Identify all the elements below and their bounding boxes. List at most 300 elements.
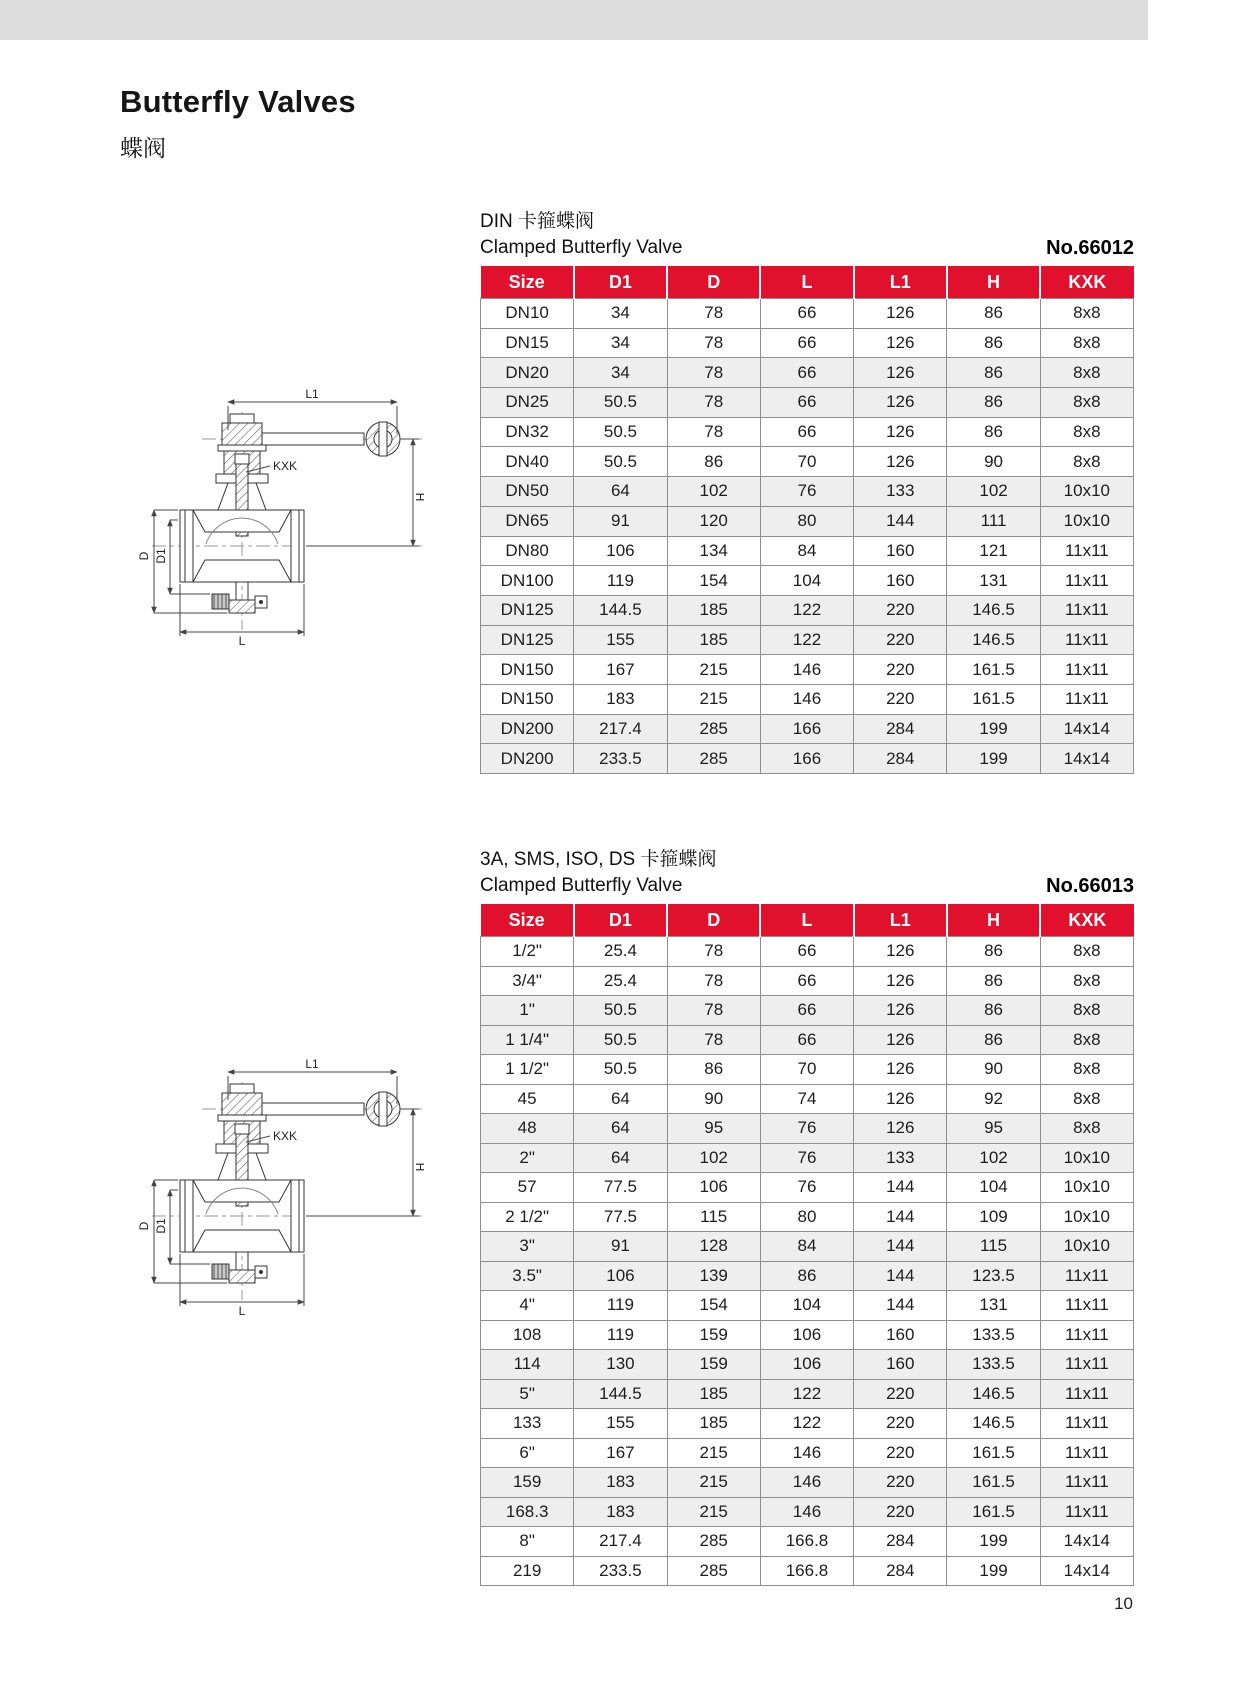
value-cell: 220 [854, 625, 947, 655]
table-row [481, 625, 1134, 655]
value-cell: 146.5 [947, 625, 1040, 655]
value-cell: 86 [947, 358, 1040, 388]
value-cell: 25.4 [574, 966, 667, 996]
value-cell: 10x10 [1040, 506, 1133, 536]
value-cell: 76 [760, 1143, 853, 1173]
value-cell: 126 [854, 1025, 947, 1055]
size-cell: DN200 [481, 714, 574, 744]
value-cell: 183 [574, 1497, 667, 1527]
section-title-en: Clamped Butterfly Valve [480, 237, 683, 258]
value-cell: 50.5 [574, 1055, 667, 1085]
value-cell: 183 [574, 1468, 667, 1498]
value-cell: 160 [854, 536, 947, 566]
table-row [481, 714, 1134, 744]
value-cell: 161.5 [947, 1438, 1040, 1468]
value-cell: 66 [760, 1025, 853, 1055]
table-row [481, 1055, 1134, 1085]
valve-technical-drawing-2 [132, 1056, 424, 1318]
value-cell: 77.5 [574, 1173, 667, 1203]
value-cell: 11x11 [1040, 1468, 1133, 1498]
value-cell: 126 [854, 417, 947, 447]
value-cell: 139 [667, 1261, 760, 1291]
value-cell: 220 [854, 595, 947, 625]
value-cell: 8x8 [1040, 417, 1133, 447]
value-cell: 284 [854, 1556, 947, 1586]
table-row [481, 966, 1134, 996]
value-cell: 10x10 [1040, 1143, 1133, 1173]
value-cell: 126 [854, 937, 947, 967]
value-cell: 199 [947, 744, 1040, 774]
value-cell: 11x11 [1040, 1379, 1133, 1409]
value-cell: 109 [947, 1202, 1040, 1232]
table-row [481, 477, 1134, 507]
value-cell: 11x11 [1040, 536, 1133, 566]
value-cell: 76 [760, 1173, 853, 1203]
value-cell: 215 [667, 1497, 760, 1527]
value-cell: 90 [947, 1055, 1040, 1085]
value-cell: 8x8 [1040, 299, 1133, 329]
size-cell: DN65 [481, 506, 574, 536]
value-cell: 78 [667, 358, 760, 388]
table-row [481, 684, 1134, 714]
value-cell: 86 [947, 996, 1040, 1026]
value-cell: 146 [760, 655, 853, 685]
value-cell: 166 [760, 744, 853, 774]
value-cell: 122 [760, 595, 853, 625]
size-cell: 48 [481, 1114, 574, 1144]
value-cell: 8x8 [1040, 1084, 1133, 1114]
value-cell: 86 [760, 1261, 853, 1291]
value-cell: 102 [667, 477, 760, 507]
value-cell: 104 [947, 1173, 1040, 1203]
value-cell: 11x11 [1040, 684, 1133, 714]
value-cell: 11x11 [1040, 566, 1133, 596]
value-cell: 106 [574, 536, 667, 566]
table-row [481, 1143, 1134, 1173]
value-cell: 160 [854, 1320, 947, 1350]
size-cell: DN10 [481, 299, 574, 329]
table-row [481, 996, 1134, 1026]
value-cell: 115 [667, 1202, 760, 1232]
table-header-row [481, 904, 1134, 937]
value-cell: 8x8 [1040, 328, 1133, 358]
value-cell: 167 [574, 655, 667, 685]
table-row [481, 1468, 1134, 1498]
value-cell: 119 [574, 1320, 667, 1350]
value-cell: 78 [667, 417, 760, 447]
value-cell: 146 [760, 684, 853, 714]
size-cell: DN32 [481, 417, 574, 447]
value-cell: 133 [854, 477, 947, 507]
value-cell: 185 [667, 595, 760, 625]
value-cell: 185 [667, 625, 760, 655]
value-cell: 10x10 [1040, 1232, 1133, 1262]
value-cell: 74 [760, 1084, 853, 1114]
section-3a-sms-iso-ds [480, 848, 1134, 1586]
table-row [481, 566, 1134, 596]
value-cell: 86 [947, 328, 1040, 358]
value-cell: 161.5 [947, 684, 1040, 714]
value-cell: 161.5 [947, 655, 1040, 685]
column-header: D [667, 266, 760, 299]
value-cell: 133.5 [947, 1350, 1040, 1380]
value-cell: 167 [574, 1438, 667, 1468]
value-cell: 11x11 [1040, 1320, 1133, 1350]
value-cell: 10x10 [1040, 1173, 1133, 1203]
value-cell: 90 [947, 447, 1040, 477]
table-row [481, 1173, 1134, 1203]
size-cell: DN200 [481, 744, 574, 774]
value-cell: 161.5 [947, 1468, 1040, 1498]
size-cell: 219 [481, 1556, 574, 1586]
value-cell: 66 [760, 966, 853, 996]
value-cell: 161.5 [947, 1497, 1040, 1527]
value-cell: 144 [854, 506, 947, 536]
value-cell: 120 [667, 506, 760, 536]
value-cell: 220 [854, 1497, 947, 1527]
value-cell: 126 [854, 388, 947, 418]
value-cell: 64 [574, 1143, 667, 1173]
value-cell: 91 [574, 506, 667, 536]
value-cell: 77.5 [574, 1202, 667, 1232]
section-title-en: Clamped Butterfly Valve [480, 875, 683, 896]
column-header: D1 [574, 904, 667, 937]
value-cell: 160 [854, 566, 947, 596]
value-cell: 134 [667, 536, 760, 566]
value-cell: 220 [854, 1379, 947, 1409]
value-cell: 11x11 [1040, 1409, 1133, 1439]
size-cell: 3" [481, 1232, 574, 1262]
value-cell: 50.5 [574, 417, 667, 447]
value-cell: 86 [667, 1055, 760, 1085]
size-cell: DN125 [481, 625, 574, 655]
value-cell: 11x11 [1040, 1350, 1133, 1380]
value-cell: 90 [667, 1084, 760, 1114]
value-cell: 11x11 [1040, 1497, 1133, 1527]
value-cell: 8x8 [1040, 937, 1133, 967]
value-cell: 220 [854, 1438, 947, 1468]
value-cell: 14x14 [1040, 744, 1133, 774]
value-cell: 8x8 [1040, 388, 1133, 418]
value-cell: 146 [760, 1468, 853, 1498]
model-number: No.66012 [1046, 237, 1134, 259]
size-cell: 1 1/2" [481, 1055, 574, 1085]
value-cell: 126 [854, 358, 947, 388]
value-cell: 284 [854, 744, 947, 774]
value-cell: 131 [947, 566, 1040, 596]
value-cell: 115 [947, 1232, 1040, 1262]
value-cell: 126 [854, 1055, 947, 1085]
size-cell: 108 [481, 1320, 574, 1350]
value-cell: 14x14 [1040, 1556, 1133, 1586]
value-cell: 66 [760, 299, 853, 329]
value-cell: 95 [667, 1114, 760, 1144]
value-cell: 50.5 [574, 1025, 667, 1055]
value-cell: 144 [854, 1202, 947, 1232]
value-cell: 102 [947, 477, 1040, 507]
value-cell: 11x11 [1040, 625, 1133, 655]
value-cell: 233.5 [574, 744, 667, 774]
value-cell: 25.4 [574, 937, 667, 967]
value-cell: 128 [667, 1232, 760, 1262]
value-cell: 126 [854, 1114, 947, 1144]
section-title-cn: 3A, SMS, ISO, DS 卡箍蝶阀 [480, 849, 717, 870]
table-row [481, 417, 1134, 447]
size-cell: DN40 [481, 447, 574, 477]
value-cell: 215 [667, 1438, 760, 1468]
value-cell: 285 [667, 744, 760, 774]
value-cell: 86 [947, 417, 1040, 447]
table-row [481, 655, 1134, 685]
section-din [480, 210, 1134, 774]
value-cell: 217.4 [574, 1527, 667, 1557]
value-cell: 106 [760, 1320, 853, 1350]
value-cell: 126 [854, 447, 947, 477]
value-cell: 144.5 [574, 595, 667, 625]
column-header: KXK [1040, 904, 1133, 937]
value-cell: 86 [947, 299, 1040, 329]
value-cell: 66 [760, 328, 853, 358]
value-cell: 92 [947, 1084, 1040, 1114]
size-cell: DN150 [481, 684, 574, 714]
value-cell: 166.8 [760, 1527, 853, 1557]
value-cell: 146.5 [947, 1379, 1040, 1409]
value-cell: 91 [574, 1232, 667, 1262]
value-cell: 155 [574, 1409, 667, 1439]
value-cell: 86 [667, 447, 760, 477]
value-cell: 34 [574, 328, 667, 358]
column-header: L1 [854, 904, 947, 937]
size-cell: 6" [481, 1438, 574, 1468]
value-cell: 146.5 [947, 1409, 1040, 1439]
table-row [481, 447, 1134, 477]
column-header: D1 [574, 266, 667, 299]
value-cell: 106 [760, 1350, 853, 1380]
value-cell: 10x10 [1040, 477, 1133, 507]
value-cell: 199 [947, 1527, 1040, 1557]
size-cell: 133 [481, 1409, 574, 1439]
value-cell: 86 [947, 937, 1040, 967]
value-cell: 220 [854, 684, 947, 714]
value-cell: 122 [760, 625, 853, 655]
value-cell: 14x14 [1040, 1527, 1133, 1557]
value-cell: 50.5 [574, 996, 667, 1026]
value-cell: 126 [854, 996, 947, 1026]
section-title-cn: DIN 卡箍蝶阀 [480, 211, 595, 232]
value-cell: 131 [947, 1291, 1040, 1321]
value-cell: 106 [574, 1261, 667, 1291]
size-cell: DN100 [481, 566, 574, 596]
table-row [481, 299, 1134, 329]
value-cell: 166.8 [760, 1556, 853, 1586]
size-cell: 4" [481, 1291, 574, 1321]
value-cell: 233.5 [574, 1556, 667, 1586]
value-cell: 185 [667, 1409, 760, 1439]
value-cell: 34 [574, 299, 667, 329]
size-cell: 2 1/2" [481, 1202, 574, 1232]
size-cell: 3.5" [481, 1261, 574, 1291]
size-cell: 2" [481, 1143, 574, 1173]
table-row [481, 1438, 1134, 1468]
value-cell: 284 [854, 714, 947, 744]
value-cell: 78 [667, 1025, 760, 1055]
value-cell: 220 [854, 655, 947, 685]
column-header: L1 [854, 266, 947, 299]
size-cell: DN25 [481, 388, 574, 418]
column-header: Size [481, 266, 574, 299]
table-row [481, 1261, 1134, 1291]
page-subtitle-cn: 蝶阀 [120, 135, 166, 161]
value-cell: 159 [667, 1320, 760, 1350]
value-cell: 78 [667, 937, 760, 967]
table-row [481, 1232, 1134, 1262]
size-cell: 1 1/4" [481, 1025, 574, 1055]
value-cell: 70 [760, 447, 853, 477]
value-cell: 146 [760, 1438, 853, 1468]
size-cell: 3/4" [481, 966, 574, 996]
value-cell: 8x8 [1040, 358, 1133, 388]
table-row [481, 506, 1134, 536]
size-cell: 1" [481, 996, 574, 1026]
value-cell: 121 [947, 536, 1040, 566]
value-cell: 144 [854, 1232, 947, 1262]
value-cell: 11x11 [1040, 655, 1133, 685]
value-cell: 104 [760, 1291, 853, 1321]
table-row [481, 937, 1134, 967]
value-cell: 160 [854, 1350, 947, 1380]
value-cell: 11x11 [1040, 1291, 1133, 1321]
top-gray-band [0, 0, 1148, 40]
value-cell: 122 [760, 1379, 853, 1409]
value-cell: 86 [947, 966, 1040, 996]
value-cell: 133 [854, 1143, 947, 1173]
model-number: No.66013 [1046, 875, 1134, 897]
value-cell: 166 [760, 714, 853, 744]
value-cell: 154 [667, 1291, 760, 1321]
column-header: D [667, 904, 760, 937]
value-cell: 80 [760, 506, 853, 536]
value-cell: 66 [760, 388, 853, 418]
value-cell: 102 [667, 1143, 760, 1173]
value-cell: 66 [760, 417, 853, 447]
table-row [481, 1025, 1134, 1055]
value-cell: 11x11 [1040, 595, 1133, 625]
value-cell: 199 [947, 714, 1040, 744]
value-cell: 11x11 [1040, 1261, 1133, 1291]
value-cell: 111 [947, 506, 1040, 536]
size-cell: 159 [481, 1468, 574, 1498]
page-title: Butterfly Valves [120, 84, 356, 119]
value-cell: 199 [947, 1556, 1040, 1586]
value-cell: 11x11 [1040, 1438, 1133, 1468]
size-cell: DN80 [481, 536, 574, 566]
size-cell: 114 [481, 1350, 574, 1380]
value-cell: 76 [760, 1114, 853, 1144]
column-header: H [947, 904, 1040, 937]
value-cell: 185 [667, 1379, 760, 1409]
table-row [481, 1350, 1134, 1380]
value-cell: 8x8 [1040, 966, 1133, 996]
column-header: L [760, 266, 853, 299]
table-row [481, 536, 1134, 566]
value-cell: 78 [667, 388, 760, 418]
table-row [481, 1114, 1134, 1144]
size-cell: 45 [481, 1084, 574, 1114]
value-cell: 126 [854, 966, 947, 996]
value-cell: 80 [760, 1202, 853, 1232]
value-cell: 106 [667, 1173, 760, 1203]
value-cell: 66 [760, 358, 853, 388]
value-cell: 8x8 [1040, 1055, 1133, 1085]
value-cell: 215 [667, 1468, 760, 1498]
value-cell: 144.5 [574, 1379, 667, 1409]
value-cell: 86 [947, 1025, 1040, 1055]
size-cell: DN50 [481, 477, 574, 507]
din-clamped-butterfly-valve-table [480, 266, 1134, 774]
value-cell: 126 [854, 1084, 947, 1114]
value-cell: 84 [760, 1232, 853, 1262]
value-cell: 84 [760, 536, 853, 566]
value-cell: 146 [760, 1497, 853, 1527]
value-cell: 183 [574, 684, 667, 714]
size-cell: DN15 [481, 328, 574, 358]
value-cell: 78 [667, 328, 760, 358]
size-cell: 168.3 [481, 1497, 574, 1527]
value-cell: 146.5 [947, 595, 1040, 625]
value-cell: 78 [667, 299, 760, 329]
table-row [481, 1409, 1134, 1439]
value-cell: 220 [854, 1468, 947, 1498]
value-cell: 14x14 [1040, 714, 1133, 744]
value-cell: 64 [574, 1084, 667, 1114]
value-cell: 10x10 [1040, 1202, 1133, 1232]
value-cell: 104 [760, 566, 853, 596]
page-number: 10 [1114, 1594, 1133, 1613]
value-cell: 126 [854, 328, 947, 358]
value-cell: 126 [854, 299, 947, 329]
column-header: Size [481, 904, 574, 937]
value-cell: 64 [574, 477, 667, 507]
value-cell: 66 [760, 996, 853, 1026]
value-cell: 133.5 [947, 1320, 1040, 1350]
table-row [481, 1320, 1134, 1350]
value-cell: 155 [574, 625, 667, 655]
value-cell: 86 [947, 388, 1040, 418]
table-row [481, 1202, 1134, 1232]
table-row [481, 1497, 1134, 1527]
size-cell: DN125 [481, 595, 574, 625]
value-cell: 284 [854, 1527, 947, 1557]
table-row [481, 1291, 1134, 1321]
value-cell: 119 [574, 566, 667, 596]
valve-technical-drawing-1 [132, 386, 424, 648]
value-cell: 102 [947, 1143, 1040, 1173]
value-cell: 144 [854, 1173, 947, 1203]
value-cell: 78 [667, 966, 760, 996]
value-cell: 217.4 [574, 714, 667, 744]
column-header: L [760, 904, 853, 937]
value-cell: 285 [667, 1527, 760, 1557]
table-row [481, 1084, 1134, 1114]
value-cell: 215 [667, 655, 760, 685]
value-cell: 119 [574, 1291, 667, 1321]
value-cell: 70 [760, 1055, 853, 1085]
value-cell: 285 [667, 1556, 760, 1586]
table-row [481, 328, 1134, 358]
column-header: H [947, 266, 1040, 299]
size-cell: DN150 [481, 655, 574, 685]
value-cell: 8x8 [1040, 1025, 1133, 1055]
